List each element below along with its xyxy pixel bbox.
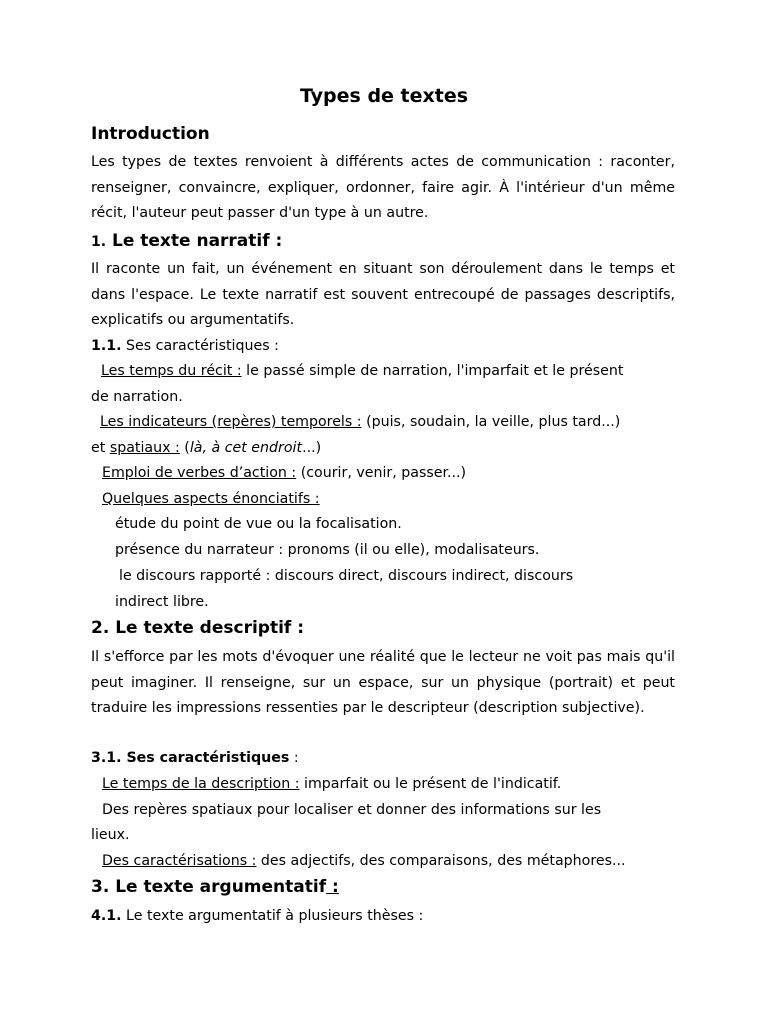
- intro-paragraph: Les types de textes renvoient à différents actes de communication : raconter, renseigner, convaincre, expliquer, ordonner, faire agir. À l'intérieur d'un même récit, l'auteur peut passer d'un type à un autre.: [91, 154, 675, 222]
- narratif-indic-line: [100, 412, 620, 432]
- narratif-aspect-3: le discours rapporté : discours direct, discours indirect, discours: [119, 568, 574, 584]
- narratif-aspects-label: Quelques aspects énonciatifs :: [102, 491, 320, 507]
- narratif-number: 1.: [91, 234, 107, 250]
- narratif-spatiaux-open: (: [184, 440, 190, 456]
- narratif-sub-label: Ses caractéristiques :: [126, 338, 279, 354]
- descriptif-temps-text: imparfait ou le présent de l'indicatif.: [304, 776, 562, 792]
- argumentatif-colon: :: [326, 877, 339, 897]
- narratif-sub-number: 1.1.: [91, 338, 122, 354]
- argumentatif-sub-text: Le texte argumentatif à plusieurs thèses :: [126, 908, 424, 924]
- descriptif-paragraph: Il s'efforce par les mots d'évoquer une réalité que le lecteur ne voit pas mais qu'il peut imaginer. Il renseigne, sur un espace, sur un physique (portrait) et peut traduire les impressions ressenties par le descripteur (description subjective).: [91, 649, 675, 717]
- narratif-spatiaux-line: [91, 438, 321, 458]
- narratif-aspect-1: étude du point de vue ou la focalisation.: [115, 516, 402, 532]
- descriptif-caract-label: Des caractérisations :: [102, 853, 257, 869]
- descriptif-caract-line: [102, 851, 626, 871]
- narratif-spatiaux-close: ...): [302, 440, 322, 456]
- narratif-temps-text: le passé simple de narration, l'imparfait et le présent: [246, 363, 624, 379]
- narratif-indic-text: (puis, soudain, la veille, plus tard...): [366, 414, 621, 430]
- narratif-verbes-label: Emploi de verbes d’action :: [102, 465, 297, 481]
- narratif-indic-label: Les indicateurs (repères) temporels :: [100, 414, 362, 430]
- argumentatif-title: 3. Le texte argumentatif: [91, 877, 327, 897]
- descriptif-sub-colon: :: [293, 750, 299, 766]
- descriptif-temps-label: Le temps de la description :: [102, 776, 300, 792]
- narratif-spatiaux-label: spatiaux :: [109, 440, 180, 456]
- narratif-title: Le texte narratif :: [111, 231, 283, 251]
- narratif-aspect-3-cont: indirect libre.: [115, 594, 209, 610]
- argumentatif-heading: [91, 877, 339, 897]
- descriptif-subheading: [91, 748, 299, 768]
- descriptif-temps-line: [102, 774, 561, 794]
- argumentatif-subheading: [91, 906, 423, 926]
- narratif-aspect-2: présence du narrateur : pronoms (il ou elle), modalisateurs.: [115, 542, 540, 558]
- intro-heading: Introduction: [91, 124, 210, 144]
- narratif-temps-line: [101, 361, 675, 381]
- narratif-verbes-line: [102, 463, 466, 483]
- narratif-subheading: [91, 336, 279, 356]
- narratif-et: et: [91, 440, 106, 456]
- narratif-verbes-text: (courir, venir, passer...): [300, 465, 467, 481]
- narratif-temps-label: Les temps du récit :: [101, 363, 242, 379]
- narratif-temps-line-2: de narration.: [91, 389, 183, 405]
- descriptif-caract-text: des adjectifs, des comparaisons, des métaphores...: [260, 853, 626, 869]
- descriptif-heading: 2. Le texte descriptif :: [91, 618, 305, 638]
- narratif-spatiaux-italic: là, à cet endroit: [189, 440, 303, 456]
- narratif-aspects-line: [102, 489, 320, 509]
- argumentatif-sub-number: 4.1.: [91, 908, 122, 924]
- descriptif-sub-label: 3.1. Ses caractéristiques: [91, 750, 290, 766]
- descriptif-reperes-line-2: lieux.: [91, 827, 130, 843]
- narratif-heading: [91, 231, 282, 251]
- page-title: Types de textes: [299, 85, 469, 107]
- narratif-paragraph: Il raconte un fait, un événement en situant son déroulement dans le temps et dans l'espace. Le texte narratif est souvent entrecoupé de passages descriptifs, explicatifs ou argumentatifs.: [91, 261, 675, 329]
- descriptif-reperes-line: Des repères spatiaux pour localiser et donner des informations sur les: [102, 802, 602, 818]
